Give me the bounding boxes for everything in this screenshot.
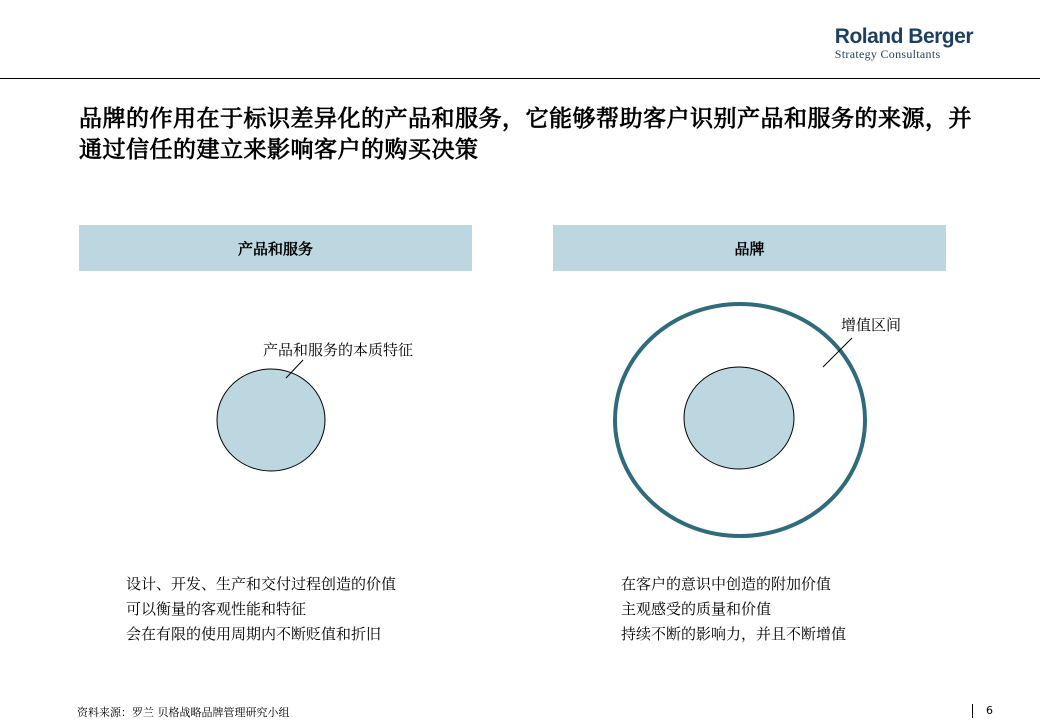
product-essence-label: 产品和服务的本质特征 xyxy=(263,341,414,359)
product-core-circle xyxy=(217,369,325,471)
source-note: 资料来源：罗兰 贝格战略品牌管理研究小组 xyxy=(77,706,290,719)
list-item: 会在有限的使用周期内不断贬值和折旧 xyxy=(126,625,382,643)
list-item: 设计、开发、生产和交付过程创造的价值 xyxy=(126,575,397,593)
list-item: 在客户的意识中创造的附加价值 xyxy=(621,575,832,593)
right-column-header: 品牌 xyxy=(553,225,946,271)
logo-name: Roland Berger xyxy=(834,25,973,48)
list-item: 可以衡量的客观性能和特征 xyxy=(126,600,307,618)
list-item: 主观感受的质量和价值 xyxy=(621,600,772,618)
left-column-header: 产品和服务 xyxy=(79,225,472,271)
left-bullet-list xyxy=(126,572,396,647)
logo-tagline: Strategy Consultants xyxy=(834,47,941,61)
right-bullet-list xyxy=(621,572,846,647)
product-label-leader xyxy=(286,360,303,378)
header-divider xyxy=(0,78,1040,79)
page-number: 6 xyxy=(986,704,993,717)
footer-divider xyxy=(972,704,973,718)
list-item: 持续不断的影响力，并且不断增值 xyxy=(621,625,847,643)
brand-value-ring xyxy=(615,304,865,536)
value-zone-leader xyxy=(823,338,852,367)
slide-title: 品牌的作用在于标识差异化的产品和服务，它能够帮助客户识别产品和服务的来源，并通过信任的建立来影响客户的购买决策 xyxy=(79,106,972,163)
brand-core-circle xyxy=(684,367,794,469)
company-logo xyxy=(835,26,973,61)
value-zone-label: 增值区间 xyxy=(841,316,902,334)
